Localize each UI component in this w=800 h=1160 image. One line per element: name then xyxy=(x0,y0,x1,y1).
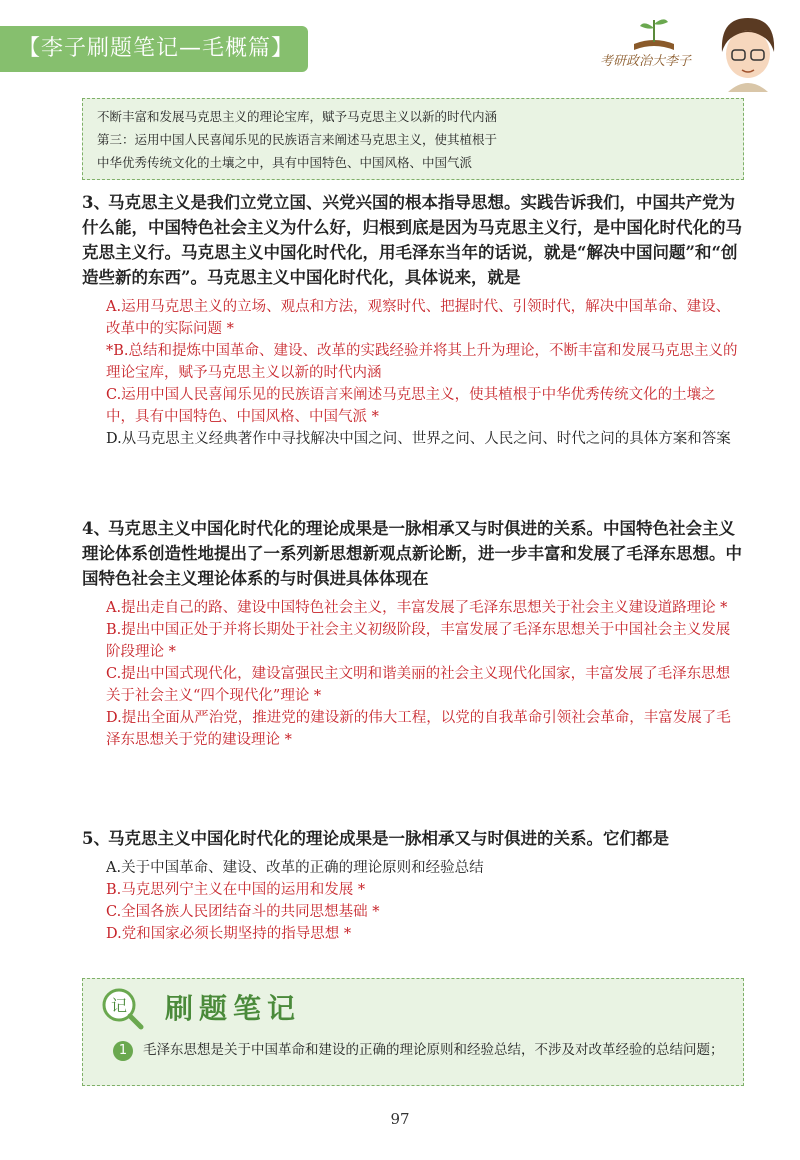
note-line: 第三：运用中国人民喜闻乐见的民族语言来阐述马克思主义，使其植根于 xyxy=(97,132,498,147)
option-b: B.提出中国正处于并将长期处于社会主义初级阶段，丰富发展了毛泽东思想关于中国社会主义发展阶段理论 * xyxy=(106,622,731,660)
option-c: C.运用中国人民喜闻乐见的民族语言来阐述马克思主义，使其植根于中华优秀传统文化的土壤之中，具有中国特色、中国风格、中国气派 * xyxy=(106,387,716,425)
summary-title: 刷题笔记 xyxy=(165,992,302,1025)
question-stem: 5、马克思主义中国化时代化的理论成果是一脉相承又与时俱进的关系。它们都是 xyxy=(82,829,669,848)
option-c: C.全国各族人民团结奋斗的共同思想基础 * xyxy=(106,904,380,920)
top-note-box xyxy=(82,98,744,180)
magnifier-note-icon xyxy=(99,985,145,1031)
option-d: D.党和国家必须长期坚持的指导思想 * xyxy=(106,926,352,942)
summary-box xyxy=(82,978,744,1086)
question-4 xyxy=(82,516,742,751)
header-title: 【李子刷题笔记—毛概篇】 xyxy=(0,26,308,72)
svg-text:记: 记 xyxy=(110,996,128,1015)
option-a: A.提出走自己的路、建设中国特色社会主义，丰富发展了毛泽东思想关于社会主义建设道路理论 * xyxy=(106,600,728,616)
option-a: A.运用马克思主义的立场、观点和方法，观察时代、把握时代、引领时代，解决中国革命、建设、改革中的实际问题 * xyxy=(106,299,731,337)
avatar xyxy=(712,12,784,92)
note-line: 不断丰富和发展马克思主义的理论宝库，赋予马克思主义以新的时代内涵 xyxy=(97,109,498,124)
question-stem: 3、马克思主义是我们立党立国、兴党兴国的根本指导思想。实践告诉我们，中国共产党为什么能，中国特色社会主义为什么好，归根到底是因为马克思主义行，是中国化时代化的马克思主义行。马克思主义中国化时代化，用毛泽东当年的话说，就是“解决中国问题”和“创造些新的东西”。马克思主义中国化时代化，具体说来，就是 xyxy=(82,193,742,287)
question-3 xyxy=(82,190,742,450)
option-b: *B.总结和提炼中国革命、建设、改革的实践经验并将其上升为理论，不断丰富和发展马克思主义的理论宝库，赋予马克思主义以新的时代内涵 xyxy=(106,343,738,381)
brand-text: 考研政治大李子 xyxy=(600,54,692,69)
option-a: A.关于中国革命、建设、改革的正确的理论原则和经验总结 xyxy=(106,860,484,876)
summary-text: 毛泽东思想是关于中国革命和建设的正确的理论原则和经验总结，不涉及对改革经验的总结问题； xyxy=(143,1042,724,1058)
question-stem: 4、马克思主义中国化时代化的理论成果是一脉相承又与时俱进的关系。中国特色社会主义理论体系创造性地提出了一系列新思想新观点新论断，进一步丰富和发展了毛泽东思想。中国特色社会主义理论体系的与时俱进具体体现在 xyxy=(82,519,742,588)
option-d: D.提出全面从严治党，推进党的建设新的伟大工程，以党的自我革命引领社会革命，丰富发展了毛泽东思想关于党的建设理论 * xyxy=(106,710,731,748)
note-line: 中华优秀传统文化的土壤之中，具有中国特色、中国风格、中国气派 xyxy=(97,155,473,170)
page-number: 97 xyxy=(390,1110,410,1128)
option-c: C.提出中国式现代化，建设富强民主文明和谐美丽的社会主义现代化国家，丰富发展了毛泽东思想关于社会主义“四个现代化”理论 * xyxy=(106,666,731,704)
option-b: B.马克思列宁主义在中国的运用和发展 * xyxy=(106,882,366,898)
question-5 xyxy=(82,826,742,945)
book-plant-logo-icon xyxy=(630,14,678,54)
option-d: D.从马克思主义经典著作中寻找解决中国之问、世界之问、人民之问、时代之问的具体方案和答案 xyxy=(106,431,731,447)
summary-bullet: 1 xyxy=(113,1041,133,1061)
